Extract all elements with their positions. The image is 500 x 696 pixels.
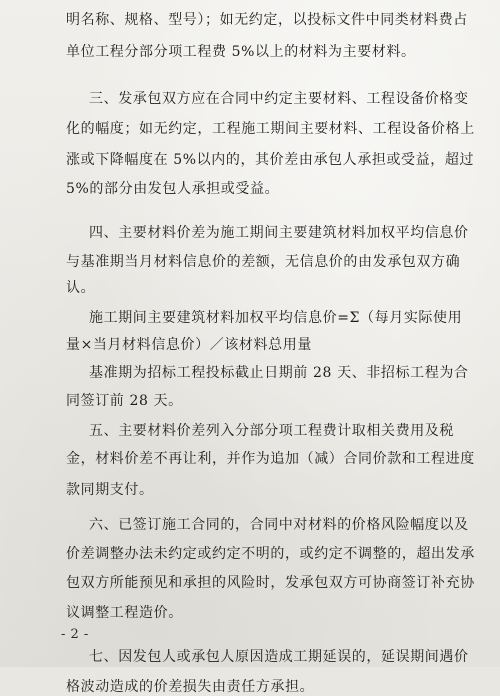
- text-line: 五、主要材料价差列入分部分项工程费计取相关费用及税: [89, 423, 454, 439]
- text-line: 明名称、规格、型号）；如无约定，以投标文件中同类材料费占: [66, 12, 468, 28]
- text-line: 认。: [66, 280, 96, 296]
- text-line: 5%的部分由发包人承担或受益。: [66, 181, 280, 197]
- text-line: 施工期间主要建筑材料加权平均信息价=Σ（每月实际使用: [89, 310, 463, 326]
- page-number: - 2 -: [61, 627, 89, 642]
- text-line: 三、发承包双方应在合同中约定主要材料、工程设备价格变: [89, 91, 469, 107]
- text-line: 量×当月材料信息价）／该材料总用量: [66, 337, 312, 353]
- text-line: 涨或下降幅度在 5%以内的，其价差由承包人承担或受益，超过: [66, 152, 475, 168]
- text-line: 七、因发包人或承包人原因造成工期延误的，延误期间遇价: [89, 649, 469, 665]
- text-line: 款同期支付。: [66, 482, 154, 498]
- text-line: 六、已签订施工合同的，合同中对材料的价格风险幅度以及: [89, 517, 469, 533]
- text-line: 与基准期当月材料信息价的差额，无信息价的由发承包双方确: [66, 254, 461, 270]
- text-line: 同签订前 28 天。: [66, 393, 183, 409]
- text-line: 金，材料价差不再让利，并作为追加（减）合同价款和工程进度: [66, 451, 475, 467]
- text-line: 价差调整办法未约定或约定不明的，或约定不调整的，超出发承: [66, 546, 475, 562]
- text-line: 单位工程分部分项工程费 5%以上的材料为主要材料。: [66, 44, 416, 60]
- text-line: 基准期为招标工程投标截止日期前 28 天、非招标工程为合: [89, 365, 469, 381]
- text-line: 格波动造成的价差损失由责任方承担。: [66, 679, 315, 695]
- text-line: 四、主要材料价差为施工期间主要建筑材料加权平均信息价: [89, 225, 469, 241]
- text-line: 包双方所能预见和承担的风险时，发承包双方可协商签订补充协: [66, 575, 475, 591]
- text-line: 化的幅度；如无约定，工程施工期间主要材料、工程设备价格上: [66, 121, 475, 137]
- text-line: 议调整工程造价。: [66, 605, 183, 621]
